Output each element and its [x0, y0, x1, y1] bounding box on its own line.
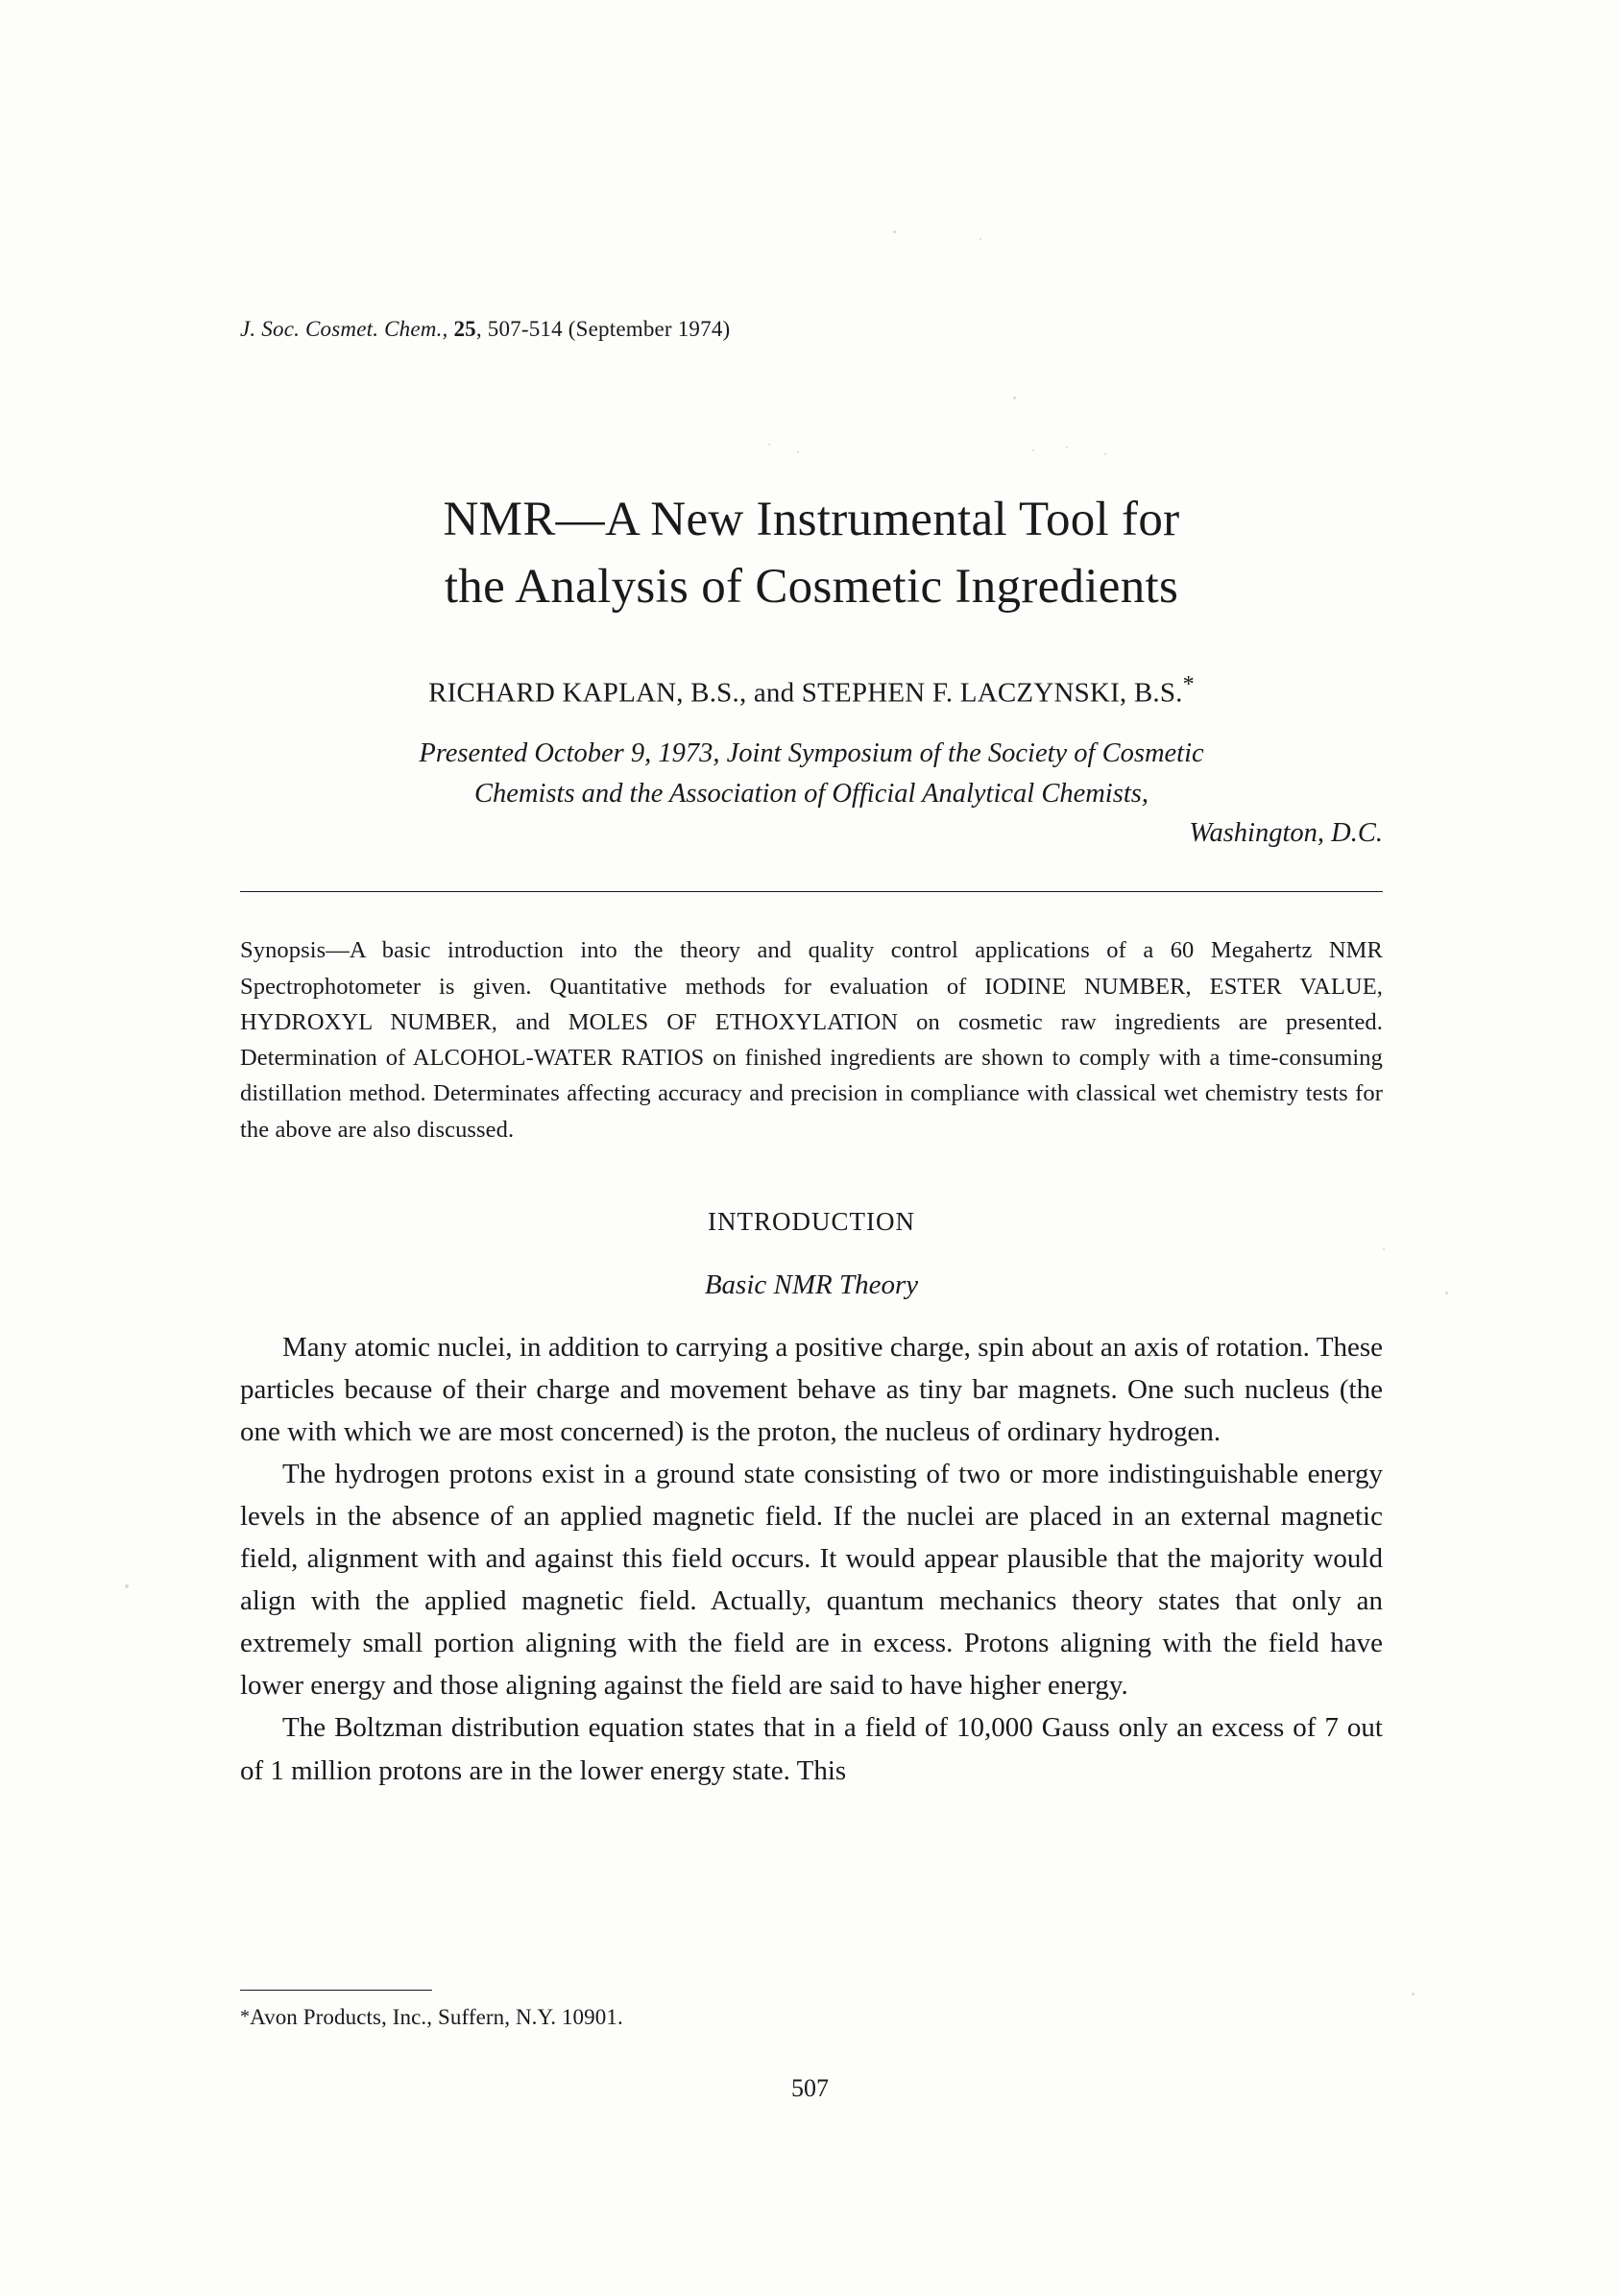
footnote-text: Avon Products, Inc., Suffern, N.Y. 10901. — [250, 2005, 623, 2029]
footnote-divider — [240, 1990, 432, 1991]
journal-issue-date: (September 1974) — [568, 317, 731, 341]
page-title — [240, 486, 1383, 621]
scan-artifact — [1412, 1993, 1414, 1995]
title-line-1: NMR—A New Instrumental Tool for — [443, 493, 1180, 546]
journal-pages: 507-514 — [487, 317, 563, 341]
scan-artifact — [125, 1584, 129, 1588]
subsection-heading-basic-nmr-theory: Basic NMR Theory — [704, 1269, 919, 1300]
title-line-2: the Analysis of Cosmetic Ingredients — [444, 560, 1179, 615]
presentation-line-2: Chemists and the Association of Official Analytical Chemists, — [474, 778, 1149, 809]
authors-text: RICHARD KAPLAN, B.S., and STEPHEN F. LACZYNSKI, B.S. — [428, 677, 1183, 709]
synopsis-text: A basic introduction into the theory and quality control applications of a 60 Megahertz NMR Spectrophotometer is given. Quantitative methods for evaluation of IODINE NUMBER, ESTER VALUE, HYDROXYL NUMBER, and MOLES OF ETHOXYLATION on cosmetic raw ingredients are presented. Determination of ALCOHOL-WATER RATIOS on finished ingredients are shown to comply with a time-consuming distillation method. Determinates affecting accuracy and precision in compliance with classical wet chemistry tests for the above are also discussed. — [240, 937, 1383, 1143]
synopsis-label: Synopsis— — [240, 937, 350, 964]
section-heading-introduction: INTRODUCTION — [708, 1206, 915, 1236]
scan-artifact — [893, 230, 896, 233]
journal-volume: 25 — [453, 317, 476, 341]
scan-artifact — [1383, 1248, 1385, 1250]
page-number: 507 — [791, 2074, 829, 2102]
scan-artifact — [979, 238, 981, 240]
presentation-line-3: Washington, D.C. — [1189, 818, 1383, 849]
journal-reference-line — [240, 317, 1383, 342]
author-footnote-marker: * — [1182, 670, 1195, 697]
paragraph-1: Many atomic nuclei, in addition to carrying a positive charge, spin about an axis of rotation. These particles because of their charge and movement behave as tiny bar magnets. One such nucleus (the one with which we are most concerned) is the proton, the nucleus of ordinary hydrogen. — [240, 1331, 1383, 1447]
horizontal-divider — [240, 891, 1383, 892]
footnote — [240, 2005, 1383, 2030]
paragraph-2: The hydrogen protons exist in a ground state consisting of two or more indistinguishable energy levels in the absence of an applied magnetic field. If the nuclei are placed in an external magnetic field, alignment with and against this field occurs. It would appear plausible that the majority would align with the applied magnetic field. Actually, quantum mechanics theory states that only an extremely small portion aligning with the field are in excess. Protons aligning with the field have lower energy and those aligning against the field are said to have higher energy. — [240, 1458, 1383, 1702]
article-content — [240, 317, 1383, 1792]
author-list — [240, 671, 1383, 710]
body-text — [240, 1326, 1383, 1792]
footnote-marker: * — [240, 2006, 251, 2027]
scan-artifact — [1445, 1292, 1448, 1294]
presentation-note — [240, 734, 1383, 853]
paragraph-3: The Boltzman distribution equation states that in a field of 10,000 Gauss only an excess of 7 out of 1 million protons are in the lower energy state. This — [240, 1712, 1383, 1786]
journal-abbreviation: J. Soc. Cosmet. Chem., — [240, 317, 448, 341]
synopsis-paragraph — [240, 932, 1383, 1147]
journal-comma: , — [475, 317, 482, 341]
presentation-line-1: Presented October 9, 1973, Joint Symposium of the Society of Cosmetic — [419, 738, 1204, 769]
